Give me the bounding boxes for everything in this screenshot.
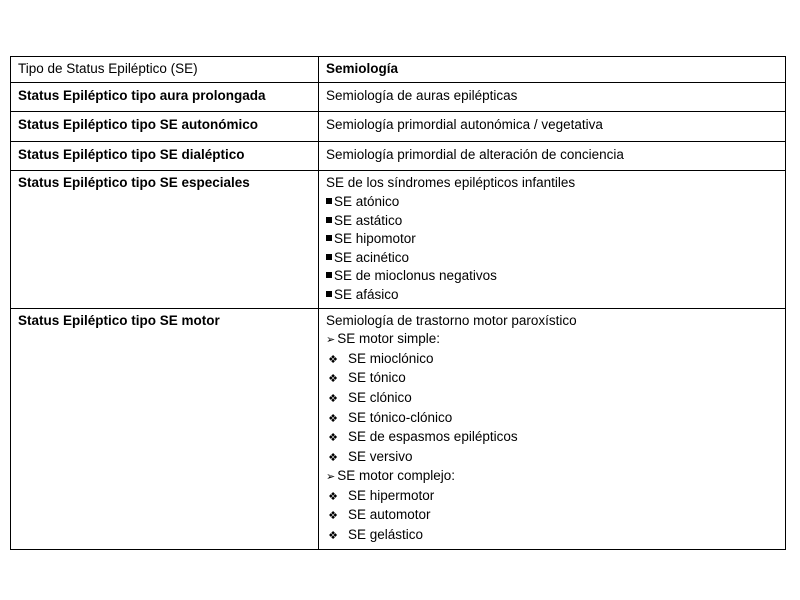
status-epileptico-table-container xyxy=(10,56,785,550)
semiologia-line-text: SE motor complejo: xyxy=(337,468,456,484)
semiologia-line-text: SE motor simple: xyxy=(337,331,440,347)
semiologia-line-text: Semiología de trastorno motor paroxístico xyxy=(326,312,577,328)
semiologia-line xyxy=(326,267,778,286)
semiologia-line xyxy=(326,448,778,468)
semiologia-line-text: Semiología de auras epilépticas xyxy=(326,87,518,103)
semiologia-line-text: SE hipermotor xyxy=(348,487,435,503)
semiologia-line xyxy=(326,506,778,526)
status-type-cell: Status Epiléptico tipo SE autonómico xyxy=(11,112,319,142)
semiologia-line-text: SE afásico xyxy=(334,286,399,302)
semiologia-line xyxy=(326,212,778,231)
semiologia-line xyxy=(326,409,778,429)
table-body xyxy=(11,82,786,549)
semiologia-line xyxy=(326,369,778,389)
diamond-bullet-icon: ❖ xyxy=(328,392,338,405)
semiologia-line xyxy=(326,487,778,507)
semiologia-line-text: SE tónico xyxy=(348,370,406,386)
semiologia-line xyxy=(326,350,778,370)
diamond-bullet-icon: ❖ xyxy=(328,412,338,425)
semiologia-line xyxy=(326,87,778,106)
status-epileptico-table xyxy=(10,56,786,550)
semiologia-line-text: SE de los síndromes epilépticos infantiles xyxy=(326,175,576,191)
semiologia-line xyxy=(326,116,778,135)
square-bullet-icon xyxy=(326,272,332,278)
diamond-bullet-icon: ❖ xyxy=(328,510,338,523)
semiologia-line xyxy=(326,286,778,305)
semiologia-line-text: SE tónico-clónico xyxy=(348,409,453,425)
semiologia-cell xyxy=(319,308,786,549)
arrow-bullet-icon: ➢ xyxy=(326,334,336,347)
status-type-cell: Status Epiléptico tipo SE dialéptico xyxy=(11,141,319,171)
semiologia-line xyxy=(326,526,778,546)
diamond-bullet-icon: ❖ xyxy=(328,451,338,464)
status-type-cell: Status Epiléptico tipo SE especiales xyxy=(11,171,319,308)
semiologia-cell xyxy=(319,82,786,112)
diamond-bullet-icon: ❖ xyxy=(328,373,338,386)
semiologia-cell xyxy=(319,112,786,142)
semiologia-line-text: SE de espasmos epilépticos xyxy=(348,429,518,445)
square-bullet-icon xyxy=(326,235,332,241)
table-header-row xyxy=(11,57,786,83)
semiologia-line-text: SE atónico xyxy=(334,193,400,209)
status-type-cell: Status Epiléptico tipo aura prolongada xyxy=(11,82,319,112)
square-bullet-icon xyxy=(326,198,332,204)
semiologia-line-text: SE gelástico xyxy=(348,527,424,543)
table-row xyxy=(11,112,786,142)
diamond-bullet-icon: ❖ xyxy=(328,432,338,445)
table-row xyxy=(11,171,786,308)
semiologia-line xyxy=(326,389,778,409)
table-row xyxy=(11,82,786,112)
square-bullet-icon xyxy=(326,254,332,260)
diamond-bullet-icon: ❖ xyxy=(328,353,338,366)
semiologia-line xyxy=(326,174,778,193)
semiologia-line xyxy=(326,230,778,249)
semiologia-line xyxy=(326,312,778,331)
header-semiologia: Semiología xyxy=(319,57,786,83)
diamond-bullet-icon: ❖ xyxy=(328,530,338,543)
semiologia-line xyxy=(326,193,778,212)
semiologia-line-text: SE acinético xyxy=(334,249,410,265)
semiologia-line xyxy=(326,467,778,487)
semiologia-line xyxy=(326,428,778,448)
semiologia-line xyxy=(326,249,778,268)
table-row xyxy=(11,308,786,549)
semiologia-line-text: Semiología primordial de alteración de conciencia xyxy=(326,146,624,162)
semiologia-line-text: SE clónico xyxy=(348,389,412,405)
semiologia-cell xyxy=(319,141,786,171)
header-tipo: Tipo de Status Epiléptico (SE) xyxy=(11,57,319,83)
semiologia-line-text: SE automotor xyxy=(348,507,431,523)
semiologia-line-text: Semiología primordial autonómica / vegetativa xyxy=(326,117,603,133)
square-bullet-icon xyxy=(326,217,332,223)
semiologia-cell xyxy=(319,171,786,308)
semiologia-line-text: SE hipomotor xyxy=(334,231,416,247)
semiologia-line-text: SE de mioclonus negativos xyxy=(334,268,497,284)
square-bullet-icon xyxy=(326,291,332,297)
semiologia-line-text: SE versivo xyxy=(348,448,413,464)
table-row xyxy=(11,141,786,171)
semiologia-line xyxy=(326,146,778,165)
diamond-bullet-icon: ❖ xyxy=(328,490,338,503)
semiologia-line xyxy=(326,330,778,350)
semiologia-line-text: SE mioclónico xyxy=(348,350,434,366)
arrow-bullet-icon: ➢ xyxy=(326,471,336,484)
status-type-cell: Status Epiléptico tipo SE motor xyxy=(11,308,319,549)
semiologia-line-text: SE astático xyxy=(334,212,403,228)
